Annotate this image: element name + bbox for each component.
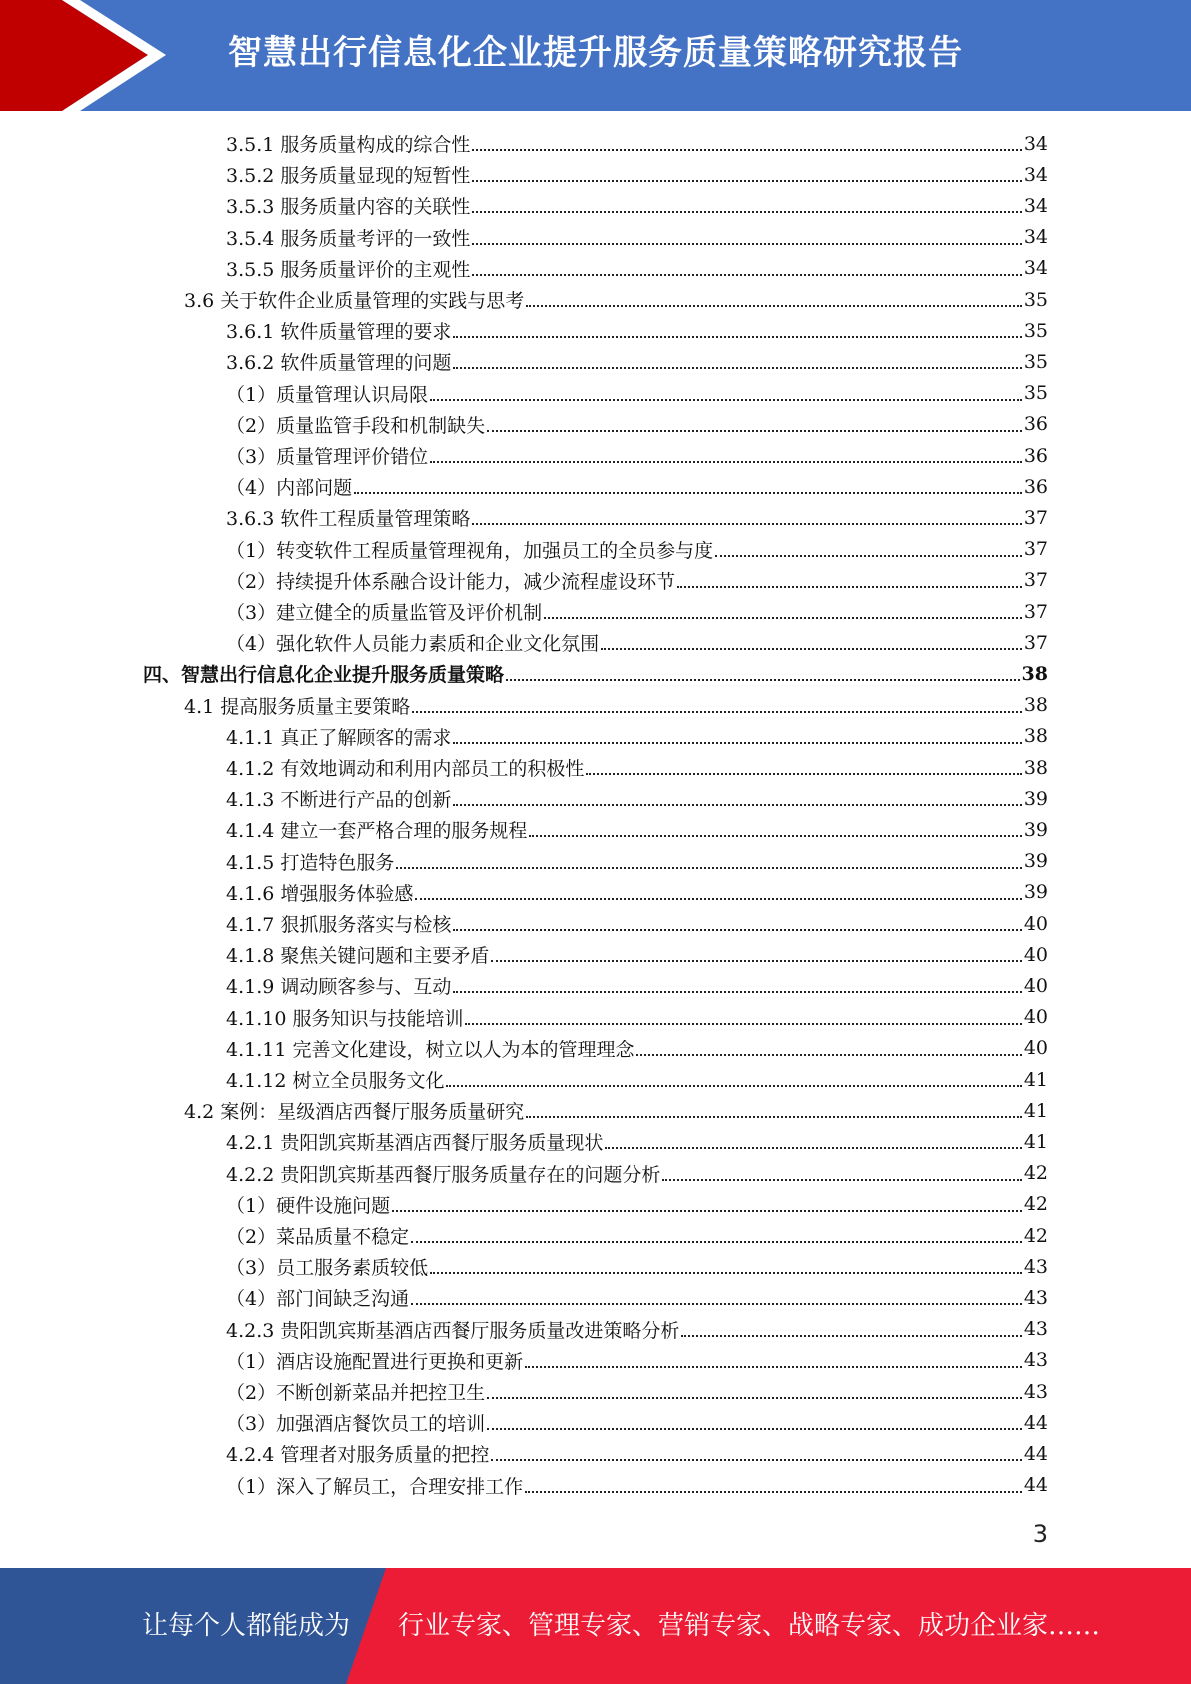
toc-dot-leader <box>506 679 1020 681</box>
toc-entry-page: 40 <box>1023 912 1048 935</box>
toc-entry[interactable] <box>226 565 1048 596</box>
toc-entry-page: 37 <box>1023 506 1048 529</box>
toc-entry-label: 3.5.4 服务质量考评的一致性 <box>226 227 471 250</box>
toc-entry[interactable] <box>226 534 1048 565</box>
toc-entry-page: 39 <box>1023 850 1048 873</box>
toc-entry[interactable] <box>226 1002 1048 1033</box>
toc-entry-page: 34 <box>1023 194 1048 217</box>
toc-entry[interactable] <box>226 970 1048 1001</box>
toc-dot-leader <box>453 336 1021 338</box>
toc-entry-label: 4.1.1 真正了解顾客的需求 <box>226 726 452 749</box>
toc-entry[interactable] <box>226 502 1048 533</box>
toc-entry-page: 38 <box>1023 756 1048 779</box>
toc-dot-leader <box>487 1397 1022 1399</box>
toc-entry[interactable] <box>226 783 1048 814</box>
toc-entry-label: 3.5.5 服务质量评价的主观性 <box>226 258 471 281</box>
toc-entry-page: 39 <box>1023 787 1048 810</box>
toc-dot-leader <box>430 399 1022 401</box>
toc-entry[interactable] <box>226 128 1048 159</box>
toc-entry-label: （4）内部问题 <box>226 477 353 500</box>
toc-dot-leader <box>472 211 1021 213</box>
toc-entry-page: 39 <box>1023 881 1048 904</box>
toc-entry-label: 3.5.3 服务质量内容的关联性 <box>226 196 471 219</box>
toc-entry-label: 4.1 提高服务质量主要策略 <box>184 695 411 718</box>
page-footer <box>0 1568 1191 1684</box>
toc-dot-leader <box>525 1366 1022 1368</box>
toc-entry-label: （1）质量管理认识局限 <box>226 383 429 406</box>
toc-dot-leader <box>681 1335 1021 1337</box>
toc-entry-label: 4.1.4 建立一套严格合理的服务规程 <box>226 820 528 843</box>
toc-dot-leader <box>415 898 1021 900</box>
toc-entry-label: （3）建立健全的质量监管及评价机制 <box>226 602 543 624</box>
footer-slogan-left: 让每个人都能成为 <box>142 1611 351 1641</box>
toc-dot-leader <box>453 929 1021 931</box>
toc-entry-page: 43 <box>1023 1349 1048 1372</box>
toc-entry-page: 39 <box>1023 818 1048 841</box>
toc-entry-page: 37 <box>1023 631 1048 654</box>
toc-entry[interactable] <box>226 440 1048 471</box>
toc-entry-label: 3.5.1 服务质量构成的综合性 <box>226 134 471 156</box>
toc-entry-label: 4.1.12 树立全员服务文化 <box>226 1070 445 1092</box>
toc-dot-leader <box>601 648 1022 650</box>
toc-entry[interactable] <box>226 159 1048 190</box>
toc-dot-leader <box>465 1023 1021 1025</box>
toc-entry-page: 40 <box>1023 974 1048 997</box>
toc-entry-page: 43 <box>1023 1380 1048 1403</box>
toc-dot-leader <box>529 835 1021 837</box>
toc-entry[interactable] <box>226 409 1048 440</box>
toc-entry-label: （3）质量管理评价错位 <box>226 446 429 468</box>
toc-entry[interactable] <box>226 908 1048 939</box>
toc-entry-label: （4）部门间缺乏沟通 <box>226 1288 410 1311</box>
toc-entry[interactable] <box>226 378 1048 409</box>
toc-entry-label: （2）质量监管手段和机制缺失 <box>226 414 486 437</box>
toc-dot-leader <box>491 960 1021 962</box>
toc-entry[interactable] <box>226 315 1048 346</box>
toc-dot-leader <box>472 243 1021 245</box>
toc-entry-label: 4.2.3 贵阳凯宾斯基酒店西餐厅服务质量改进策略分析 <box>226 1319 680 1342</box>
toc-dot-leader <box>396 867 1021 869</box>
toc-entry[interactable] <box>226 1314 1048 1345</box>
toc-entry-label: 3.6.2 软件质量管理的问题 <box>226 352 452 375</box>
toc-entry-label: 4.1.10 服务知识与技能培训 <box>226 1007 464 1030</box>
toc-entry[interactable] <box>184 284 1048 315</box>
toc-entry-page: 44 <box>1023 1442 1048 1465</box>
toc-entry[interactable] <box>226 1282 1048 1313</box>
toc-dot-leader <box>430 461 1022 463</box>
toc-entry-page: 36 <box>1023 475 1048 498</box>
toc-entry[interactable] <box>184 690 1048 721</box>
toc-entry[interactable] <box>226 1064 1048 1095</box>
toc-entry-label: 4.2.1 贵阳凯宾斯基酒店西餐厅服务质量现状 <box>226 1132 604 1155</box>
toc-dot-leader <box>411 1241 1022 1243</box>
toc-entry-page: 34 <box>1023 163 1048 186</box>
toc-entry-page: 38 <box>1021 662 1048 685</box>
toc-entry[interactable] <box>226 721 1048 752</box>
toc-entry-label: 4.1.11 完善文化建设，树立以人为本的管理理念 <box>226 1038 635 1061</box>
toc-entry[interactable] <box>226 596 1048 627</box>
toc-entry-label: 4.2.4 管理者对服务质量的把控 <box>226 1444 490 1467</box>
toc-entry-label: 3.5.2 服务质量显现的短暂性 <box>226 165 471 188</box>
toc-entry-page: 37 <box>1023 569 1048 592</box>
toc-entry[interactable] <box>226 1126 1048 1157</box>
toc-entry-label: 4.1.8 聚焦关键问题和主要矛盾 <box>226 945 490 968</box>
toc-entry-label: 3.6 关于软件企业质量管理的实践与思考 <box>184 290 525 312</box>
toc-entry-page: 40 <box>1023 943 1048 966</box>
toc-entry-page: 34 <box>1023 132 1048 155</box>
toc-entry-page: 37 <box>1023 600 1048 623</box>
report-title: 智慧出行信息化企业提升服务质量策略研究报告 <box>228 33 963 73</box>
toc-entry-page: 41 <box>1023 1068 1048 1091</box>
toc-entry[interactable] <box>184 1095 1048 1126</box>
toc-entry-page: 35 <box>1023 319 1048 342</box>
toc-entry-page: 35 <box>1023 382 1048 405</box>
toc-entry[interactable] <box>226 627 1048 658</box>
toc-dot-leader <box>636 1054 1021 1056</box>
toc-entry-label: （2）持续提升体系融合设计能力，减少流程虚设环节 <box>226 570 676 593</box>
toc-entry[interactable] <box>226 814 1048 845</box>
toc-entry-label: 4.1.6 增强服务体验感 <box>226 882 414 905</box>
toc-entry[interactable] <box>226 1251 1048 1282</box>
toc-entry[interactable] <box>143 658 1048 689</box>
toc-entry-label: 4.2 案例：星级酒店西餐厅服务质量研究 <box>184 1101 525 1124</box>
toc-dot-leader <box>715 555 1022 557</box>
toc-entry-page: 35 <box>1023 288 1048 311</box>
toc-entry-label: （1）酒店设施配置进行更换和更新 <box>226 1350 524 1373</box>
toc-entry[interactable] <box>226 1407 1048 1438</box>
toc-entry-page: 38 <box>1023 725 1048 748</box>
toc-dot-leader <box>491 1459 1021 1461</box>
toc-entry-page: 36 <box>1023 413 1048 436</box>
toc-entry[interactable] <box>226 253 1048 284</box>
toc-entry-page: 44 <box>1023 1411 1048 1434</box>
toc-entry-page: 34 <box>1023 226 1048 249</box>
toc-entry-label: （2）菜品质量不稳定 <box>226 1226 410 1248</box>
toc-entry[interactable] <box>226 1158 1048 1189</box>
toc-entry-page: 37 <box>1023 538 1048 561</box>
toc-entry-page: 44 <box>1023 1474 1048 1497</box>
toc-entry[interactable] <box>226 1470 1048 1501</box>
toc-dot-leader <box>662 1179 1021 1181</box>
page-number: 3 <box>1032 1520 1048 1548</box>
toc-entry-label: 4.1.5 打造特色服务 <box>226 851 395 874</box>
toc-entry[interactable] <box>226 939 1048 970</box>
toc-entry-page: 43 <box>1023 1255 1048 1278</box>
toc-entry-label: （1）转变软件工程质量管理视角，加强员工的全员参与度 <box>226 539 714 562</box>
toc-dot-leader <box>586 773 1021 775</box>
toc-dot-leader <box>446 1085 1021 1087</box>
toc-dot-leader <box>354 492 1022 494</box>
toc-dot-leader <box>487 430 1022 432</box>
toc-entry-page: 42 <box>1023 1224 1048 1247</box>
toc-entry[interactable] <box>226 190 1048 221</box>
toc-entry[interactable] <box>226 1220 1048 1251</box>
toc-entry[interactable] <box>226 1189 1048 1220</box>
toc-dot-leader <box>411 1303 1022 1305</box>
toc-dot-leader <box>453 991 1021 993</box>
toc-dot-leader <box>677 586 1022 588</box>
toc-dot-leader <box>544 617 1022 619</box>
toc-dot-leader <box>453 367 1021 369</box>
toc-dot-leader <box>526 305 1022 307</box>
toc-entry-page: 40 <box>1023 1006 1048 1029</box>
toc-dot-leader <box>605 1147 1021 1149</box>
toc-entry[interactable] <box>226 877 1048 908</box>
toc-entry-page: 40 <box>1023 1037 1048 1060</box>
toc-entry-label: （1）深入了解员工，合理安排工作 <box>226 1475 524 1498</box>
toc-entry[interactable] <box>226 752 1048 783</box>
toc-entry-page: 42 <box>1023 1162 1048 1185</box>
toc-entry[interactable] <box>226 1033 1048 1064</box>
toc-entry-page: 41 <box>1023 1130 1048 1153</box>
toc-entry-page: 38 <box>1023 694 1048 717</box>
toc-entry-label: 4.1.3 不断进行产品的创新 <box>226 789 452 812</box>
toc-entry-label: 4.2.2 贵阳凯宾斯基西餐厅服务质量存在的问题分析 <box>226 1163 661 1186</box>
toc-entry-page: 36 <box>1023 444 1048 467</box>
toc-dot-leader <box>525 1491 1022 1493</box>
toc-dot-leader <box>472 523 1021 525</box>
toc-entry-label: 3.6.3 软件工程质量管理策略 <box>226 508 471 531</box>
toc-entry-label: （1）硬件设施问题 <box>226 1194 391 1217</box>
toc-entry-page: 34 <box>1023 257 1048 280</box>
toc-entry-label: （2）不断创新菜品并把控卫生 <box>226 1382 486 1404</box>
toc-dot-leader <box>487 1428 1022 1430</box>
toc-entry[interactable] <box>226 846 1048 877</box>
toc-entry[interactable] <box>226 1345 1048 1376</box>
toc-entry-page: 41 <box>1023 1099 1048 1122</box>
toc-entry-page: 43 <box>1023 1318 1048 1341</box>
footer-slogan-right: 行业专家、管理专家、营销专家、战略专家、成功企业家…… <box>398 1611 1101 1641</box>
toc-dot-leader <box>430 1272 1022 1274</box>
toc-dot-leader <box>526 1116 1022 1118</box>
toc-entry[interactable] <box>226 1438 1048 1469</box>
toc-entry-label: 4.1.9 调动顾客参与、互动 <box>226 976 452 999</box>
toc-entry-label: 4.1.7 狠抓服务落实与检核 <box>226 914 452 936</box>
toc-entry[interactable] <box>226 346 1048 377</box>
toc-entry-label: 四、智慧出行信息化企业提升服务质量策略 <box>143 664 505 687</box>
toc-entry-label: （3）员工服务素质较低 <box>226 1257 429 1280</box>
toc-dot-leader <box>392 1210 1022 1212</box>
toc-entry[interactable] <box>226 222 1048 253</box>
toc-dot-leader <box>453 804 1021 806</box>
toc-entry-page: 42 <box>1023 1193 1048 1216</box>
toc-dot-leader <box>453 742 1021 744</box>
toc-dot-leader <box>472 180 1021 182</box>
toc-dot-leader <box>412 711 1022 713</box>
toc-entry[interactable] <box>226 471 1048 502</box>
toc-entry-page: 43 <box>1023 1286 1048 1309</box>
page-header <box>0 0 1191 111</box>
toc-entry-label: 3.6.1 软件质量管理的要求 <box>226 321 452 344</box>
toc-entry-label: 4.1.2 有效地调动和利用内部员工的积极性 <box>226 758 585 780</box>
toc-dot-leader <box>472 274 1021 276</box>
toc-entry-page: 35 <box>1023 350 1048 373</box>
toc-dot-leader <box>472 149 1021 151</box>
toc-entry[interactable] <box>226 1376 1048 1407</box>
toc-entry-label: （4）强化软件人员能力素质和企业文化氛围 <box>226 633 600 656</box>
toc-entry-label: （3）加强酒店餐饮员工的培训 <box>226 1413 486 1436</box>
